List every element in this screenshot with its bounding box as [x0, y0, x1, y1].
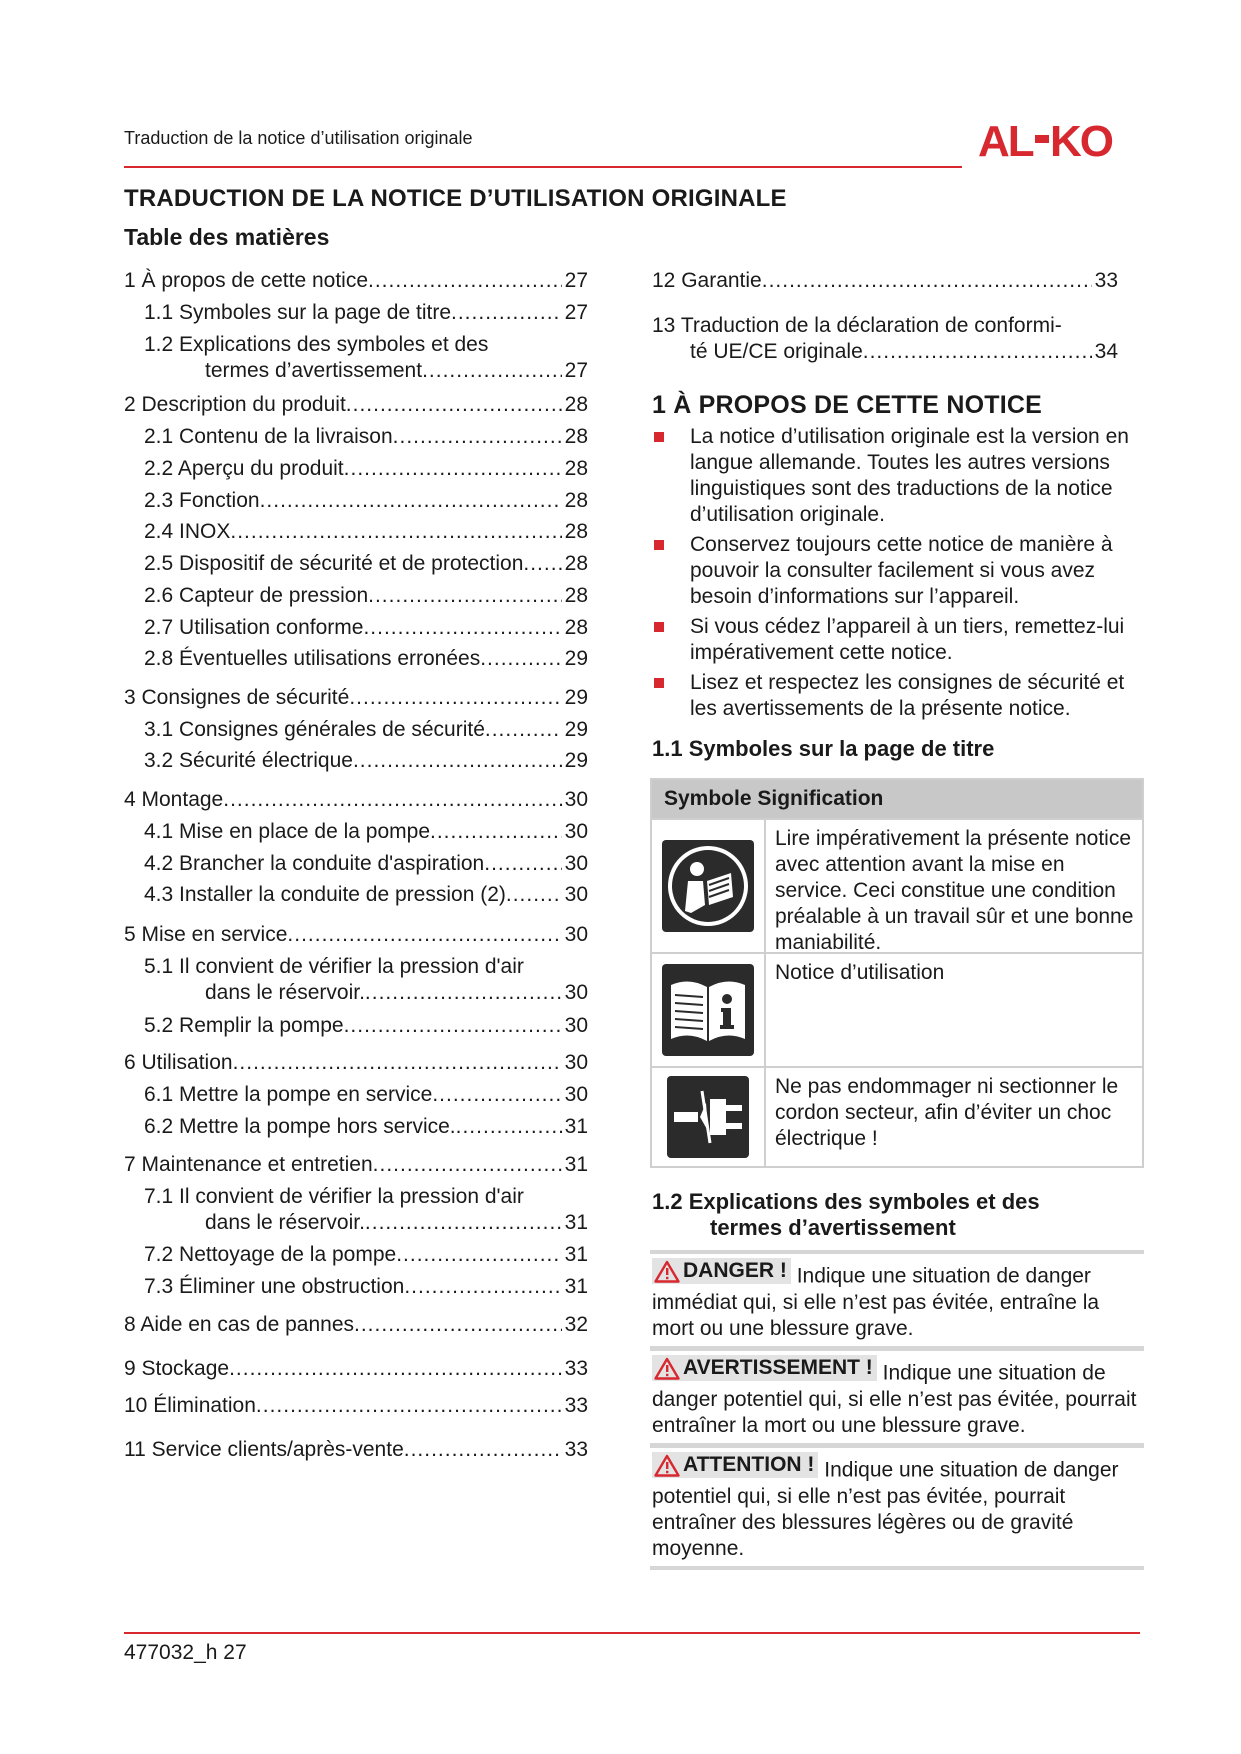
toc-entry[interactable]: 1 À propos de cette notice ..... 27	[124, 268, 588, 294]
toc-entry[interactable]: 2.2 Aperçu du produit ..... 28	[144, 456, 588, 482]
document-title: TRADUCTION DE LA NOTICE D’UTILISATION ORIGINALE	[124, 185, 787, 212]
list-item: La notice d’utilisation originale est la version en langue allemande. Toutes les autres versions linguistiques sont des traductions de la notice d’utilisation originale.	[652, 424, 1144, 528]
toc-entry[interactable]: 2.6 Capteur de pression ..... 28	[144, 583, 588, 609]
warning-attention: ATTENTION ! Indique une situation de danger potentiel qui, si elle n’est pas évitée, pourrait entraîner des blessures légères ou de gravité moyenne.	[650, 1444, 1144, 1570]
table-row	[652, 954, 1142, 1068]
toc-entry[interactable]: 4.3 Installer la conduite de pression (2) ..... 30	[144, 882, 588, 908]
section-heading: 1 À PROPOS DE CETTE NOTICE	[652, 391, 1042, 419]
bullet-marker	[654, 540, 664, 550]
symbol-cell	[652, 954, 766, 1066]
warning-triangle-icon	[654, 1357, 680, 1380]
bullet-marker	[654, 432, 664, 442]
toc-entry[interactable]: 10 Élimination ..... 33	[124, 1393, 588, 1419]
bullet-marker	[654, 622, 664, 632]
al-ko-logo	[978, 116, 1142, 164]
footer-rule	[124, 1632, 1140, 1634]
symbol-meaning: Ne pas endommager ni sectionner le cordon secteur, afin d’éviter un choc électrique !	[775, 1075, 1119, 1150]
list-item: Si vous cédez l’appareil à un tiers, remettez-lui impérativement cette notice.	[652, 614, 1144, 666]
toc-entry[interactable]: 9 Stockage ..... 33	[124, 1356, 588, 1382]
bullet-marker	[654, 678, 664, 688]
list-item: Conservez toujours cette notice de manière à pouvoir la consulter facilement si vous avez besoin d’informations sur l’appareil.	[652, 532, 1144, 610]
toc-heading: Table des matières	[124, 224, 330, 250]
toc-entry[interactable]: 11 Service clients/après-vente ..... 33	[124, 1437, 588, 1463]
subsection-heading: 1.1 Symboles sur la page de titre	[652, 736, 995, 761]
bullet-list	[652, 424, 1144, 726]
toc-entry[interactable]: 2.3 Fonction ..... 28	[144, 488, 588, 514]
toc-entry[interactable]: 2.8 Éventuelles utilisations erronées ..... 29	[144, 646, 588, 672]
subsection-heading: 1.2 Explications des symboles et des termes d’avertissement	[652, 1189, 1040, 1240]
warning-triangle-icon	[654, 1454, 680, 1477]
table-row	[652, 1068, 1142, 1166]
toc-entry[interactable]: 4.2 Brancher la conduite d'aspiration ..... 30	[144, 851, 588, 877]
toc-entry[interactable]: 2 Description du produit ..... 28	[124, 392, 588, 418]
toc-entry[interactable]: 12 Garantie ..... 33	[652, 268, 1118, 294]
toc-entry[interactable]: 1.1 Symboles sur la page de titre ..... 27	[144, 300, 588, 326]
toc-entry[interactable]: 3.1 Consignes générales de sécurité ..... 29	[144, 717, 588, 743]
read-manual-icon	[661, 839, 755, 933]
svg-text:KO: KO	[1050, 117, 1112, 164]
symbol-cell	[652, 1068, 766, 1166]
svg-text:AL: AL	[978, 117, 1033, 164]
warning-avertissement: AVERTISSEMENT ! Indique une situation de danger potentiel qui, si elle n’est pas évitée, pourrait entraîner la mort ou une blessure grave.	[650, 1347, 1144, 1447]
header-rule	[124, 166, 962, 168]
symbol-cell	[652, 820, 766, 952]
toc-entry[interactable]: 6 Utilisation ..... 30	[124, 1050, 588, 1076]
toc-entry[interactable]: 2.1 Contenu de la livraison ..... 28	[144, 424, 588, 450]
toc-entry[interactable]: 6.1 Mettre la pompe en service ..... 30	[144, 1082, 588, 1108]
list-item: Lisez et respectez les consignes de sécurité et les avertissements de la présente notice.	[652, 670, 1144, 722]
warning-tag: AVERTISSEMENT !	[652, 1355, 877, 1381]
cut-cable-icon	[666, 1075, 750, 1159]
toc-entry[interactable]: 7.1 Il convient de vérifier la pression d'air dans le réservoir. ..... 31	[144, 1184, 588, 1236]
toc-entry[interactable]: 2.4 INOX ..... 28	[144, 519, 588, 545]
page-footer: 477032_h 27	[124, 1641, 247, 1664]
toc-entry[interactable]: 3.2 Sécurité électrique ..... 29	[144, 748, 588, 774]
toc-entry[interactable]: 5.2 Remplir la pompe ..... 30	[144, 1013, 588, 1039]
symbol-meaning: Notice d’utilisation	[775, 961, 945, 984]
toc-entry[interactable]: 1.2 Explications des symboles et des termes d’avertissement ..... 27	[144, 332, 588, 384]
toc-entry[interactable]: 2.7 Utilisation conforme ..... 28	[144, 615, 588, 641]
warning-tag: DANGER !	[652, 1258, 791, 1284]
running-header: Traduction de la notice d’utilisation originale	[124, 128, 473, 148]
toc-entry[interactable]: 8 Aide en cas de pannes ..... 32	[124, 1312, 588, 1338]
toc-entry[interactable]: 6.2 Mettre la pompe hors service. ..... 31	[144, 1114, 588, 1140]
warning-danger: DANGER ! Indique une situation de danger immédiat qui, si elle n’est pas évitée, entraîne la mort ou une blessure grave.	[650, 1250, 1144, 1350]
symbol-table	[650, 778, 1144, 1168]
toc-entry[interactable]: 4.1 Mise en place de la pompe ..... 30	[144, 819, 588, 845]
toc-entry[interactable]: 13 Traduction de la déclaration de conformi- té UE/CE originale ..... 34	[652, 313, 1118, 365]
symbol-meaning: Lire impérativement la présente notice avec attention avant la mise en service. Ceci constitue une condition préalable à un travail sûr et une bonne maniabilité.	[775, 827, 1134, 954]
toc-entry[interactable]: 5.1 Il convient de vérifier la pression d'air dans le réservoir. ..... 30	[144, 954, 588, 1006]
toc-entry[interactable]: 3 Consignes de sécurité ..... 29	[124, 685, 588, 711]
toc-entry[interactable]: 2.5 Dispositif de sécurité et de protection ..... 28	[144, 551, 588, 577]
table-row	[652, 820, 1142, 954]
toc-entry[interactable]: 4 Montage ..... 30	[124, 787, 588, 813]
manual-info-icon	[661, 963, 755, 1057]
toc-entry[interactable]: 7.3 Éliminer une obstruction ..... 31	[144, 1274, 588, 1300]
toc-entry[interactable]: 5 Mise en service ..... 30	[124, 922, 588, 948]
table-header: Symbole Signification	[652, 780, 1142, 820]
warning-triangle-icon	[654, 1260, 680, 1283]
toc-entry[interactable]: 7.2 Nettoyage de la pompe ..... 31	[144, 1242, 588, 1268]
toc-entry[interactable]: 7 Maintenance et entretien ..... 31	[124, 1152, 588, 1178]
warning-tag: ATTENTION !	[652, 1452, 818, 1478]
